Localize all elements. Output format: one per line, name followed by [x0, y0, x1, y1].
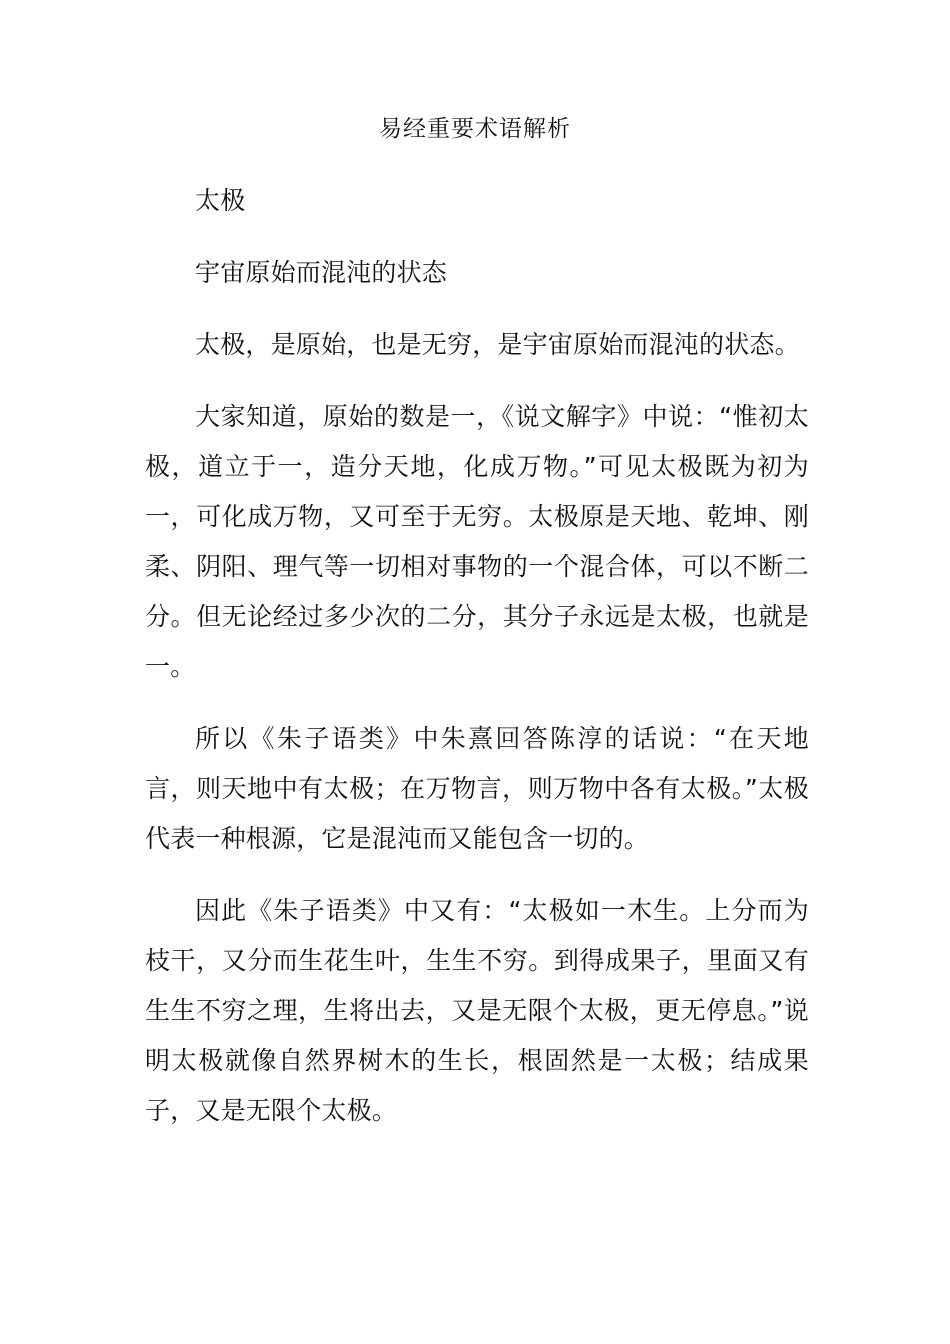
document-body — [145, 176, 809, 1158]
paragraph: 因此《朱子语类》中又有：“太极如一木生。上分而为枝干，又分而生花生叶，生生不穷。到得成果子，里面又有生生不穷之理，生将出去，又是无限个太极，更无停息。”说明太极就像自然界树木的生长，根固然是一太极；结成果子，又是无限个太极。 — [145, 896, 809, 1125]
paragraph: 所以《朱子语类》中朱熹回答陈淳的话说：“在天地言，则天地中有太极；在万物言，则万物中各有太极。”太极代表一种根源，它是混沌而又能包含一切的。 — [145, 724, 809, 853]
section-subheading: 宇宙原始而混沌的状态 — [195, 258, 448, 287]
document-title: 易经重要术语解析 — [379, 116, 571, 142]
paragraph: 大家知道，原始的数是一，《说文解字》中说：“惟初太极，道立于一，造分天地，化成万物。”可见太极既为初为一，可化成万物，又可至于无穷。太极原是天地、乾坤、刚柔、阴阳、理气等一切相对事物的一个混合体，可以不断二分。但无论经过多少次的二分，其分子永远是太极，也就是一。 — [145, 402, 809, 681]
section-heading: 太极 — [195, 186, 246, 215]
paragraph: 太极，是原始，也是无穷，是宇宙原始而混沌的状态。 — [195, 330, 800, 359]
